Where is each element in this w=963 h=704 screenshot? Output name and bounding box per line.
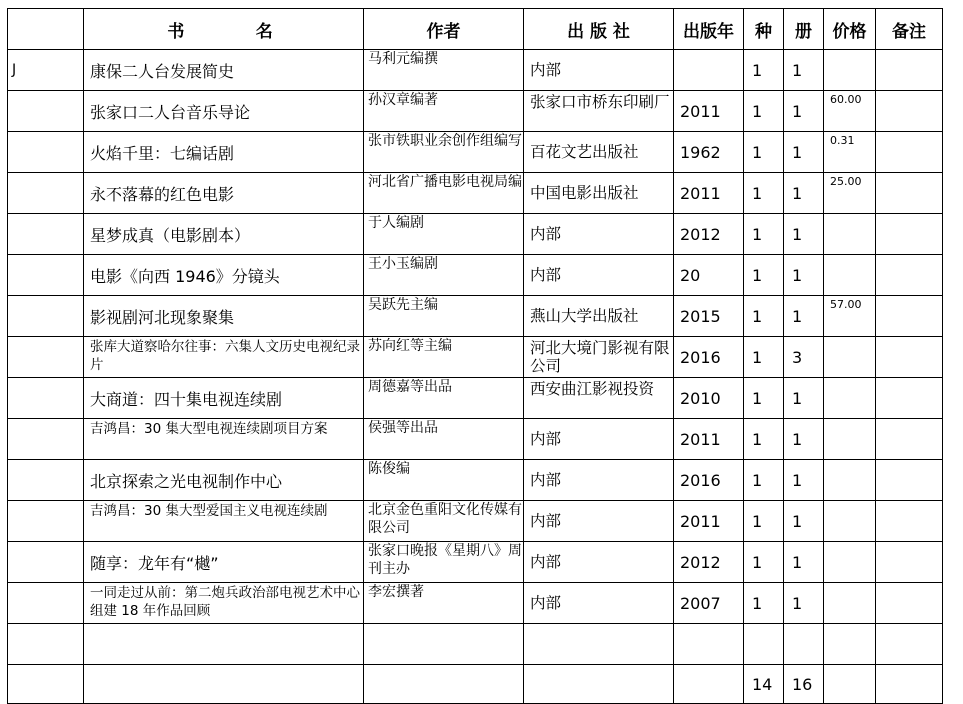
row-class-cell [8,214,84,255]
row-volumes-cell: 1 [784,419,824,460]
row-volumes-cell: 1 [784,583,824,624]
row-price-cell [824,419,876,460]
row-kinds-cell: 1 [744,91,784,132]
table-row [8,296,943,337]
totals-class [8,665,84,704]
row-title-cell: 大商道：四十集电视连续剧 [84,378,364,419]
row-class-cell [8,337,84,378]
totals-author [364,665,524,704]
row-author-cell: 陈俊编 [364,460,524,501]
row-class-cell [8,501,84,542]
row-author-cell: 李宏撰著 [364,583,524,624]
row-volumes-cell [784,624,824,665]
row-price-cell [824,501,876,542]
header-publisher: 出 版 社 [524,9,674,50]
row-author-cell: 王小玉编剧 [364,255,524,296]
row-price-cell: 57.00 [824,296,876,337]
row-notes-cell [876,501,943,542]
totals-notes [876,665,943,704]
row-volumes-cell: 1 [784,173,824,214]
row-publisher-cell: 内部 [524,583,674,624]
row-notes-cell [876,50,943,91]
row-publisher-cell: 中国电影出版社 [524,173,674,214]
row-price-cell [824,214,876,255]
row-author-cell: 北京金色重阳文化传媒有限公司 [364,501,524,542]
row-publisher-cell: 内部 [524,460,674,501]
header-volumes: 册 [784,9,824,50]
row-author-cell: 马利元编撰 [364,50,524,91]
totals-publisher [524,665,674,704]
row-title-cell: 北京探索之光电视制作中心 [84,460,364,501]
row-year-cell: 2011 [674,173,744,214]
row-price-cell [824,542,876,583]
header-notes: 备注 [876,9,943,50]
row-volumes-cell: 1 [784,50,824,91]
row-volumes-cell: 1 [784,460,824,501]
table-row [8,337,943,378]
row-year-cell: 2011 [674,501,744,542]
row-notes-cell [876,583,943,624]
row-title-cell: 永不落幕的红色电影 [84,173,364,214]
row-kinds-cell: 1 [744,419,784,460]
row-notes-cell [876,419,943,460]
row-class-cell [8,296,84,337]
row-author-cell: 河北省广播电影电视局编 [364,173,524,214]
table-row [8,583,943,624]
row-author-cell: 孙汉章编著 [364,91,524,132]
row-notes-cell [876,91,943,132]
row-class-cell: J [8,50,84,91]
row-kinds-cell: 1 [744,460,784,501]
row-year-cell: 2007 [674,583,744,624]
row-year-cell [674,624,744,665]
row-publisher-cell: 燕山大学出版社 [524,296,674,337]
table-row [8,501,943,542]
row-year-cell: 2012 [674,214,744,255]
table-row [8,173,943,214]
row-volumes-cell: 1 [784,378,824,419]
row-price-cell: 0.31 [824,132,876,173]
row-price-cell [824,337,876,378]
table-row [8,214,943,255]
header-row [8,9,943,50]
row-price-cell [824,50,876,91]
totals-title [84,665,364,704]
row-year-cell: 20 [674,255,744,296]
row-title-cell: 张家口二人台音乐导论 [84,91,364,132]
row-class-cell [8,132,84,173]
row-year-cell: 2016 [674,460,744,501]
row-volumes-cell: 1 [784,255,824,296]
row-volumes-cell: 1 [784,132,824,173]
row-title-cell: 康保二人台发展简史 [84,50,364,91]
row-year-cell: 2015 [674,296,744,337]
row-class-cell [8,583,84,624]
row-year-cell: 2011 [674,91,744,132]
row-kinds-cell: 1 [744,255,784,296]
row-class-cell [8,91,84,132]
row-kinds-cell: 1 [744,173,784,214]
table-row [8,378,943,419]
row-price-cell [824,255,876,296]
row-class-cell [8,624,84,665]
row-year-cell: 2016 [674,337,744,378]
header-price: 价格 [824,9,876,50]
row-publisher-cell: 内部 [524,50,674,91]
totals-year [674,665,744,704]
row-publisher-cell: 河北大境门影视有限公司 [524,337,674,378]
row-publisher-cell: 西安曲江影视投资 [524,378,674,419]
row-class-cell [8,378,84,419]
row-volumes-cell: 1 [784,214,824,255]
row-notes-cell [876,173,943,214]
row-publisher-cell: 内部 [524,542,674,583]
row-title-cell: 吉鸿昌：30 集大型爱国主义电视连续剧 [84,501,364,542]
row-volumes-cell: 3 [784,337,824,378]
row-author-cell: 于人编剧 [364,214,524,255]
row-author-cell [364,624,524,665]
totals-kinds: 14 [744,665,784,704]
row-author-cell: 张家口晚报《星期八》周刊主办 [364,542,524,583]
row-kinds-cell: 1 [744,542,784,583]
row-publisher-cell [524,624,674,665]
totals-volumes: 16 [784,665,824,704]
totals-price [824,665,876,704]
row-kinds-cell: 1 [744,583,784,624]
row-class-cell [8,460,84,501]
header-kinds: 种 [744,9,784,50]
row-title-cell [84,624,364,665]
row-notes-cell [876,296,943,337]
row-title-cell: 火焰千里：七编话剧 [84,132,364,173]
row-price-cell [824,624,876,665]
row-volumes-cell: 1 [784,542,824,583]
row-notes-cell [876,337,943,378]
book-catalog-table [7,8,943,704]
row-title-cell: 电影《向西 1946》分镜头 [84,255,364,296]
row-price-cell: 60.00 [824,91,876,132]
row-kinds-cell: 1 [744,214,784,255]
row-title-cell: 星梦成真（电影剧本） [84,214,364,255]
row-kinds-cell: 1 [744,378,784,419]
header-class [8,9,84,50]
row-price-cell [824,378,876,419]
header-title: 书 名 [84,9,364,50]
row-kinds-cell: 1 [744,50,784,91]
table-row [8,624,943,665]
table-row [8,132,943,173]
row-notes-cell [876,460,943,501]
table-row [8,91,943,132]
totals-row [8,665,943,704]
row-year-cell: 2010 [674,378,744,419]
row-price-cell [824,460,876,501]
row-title-cell: 随享：龙年有“樾” [84,542,364,583]
row-year-cell: 2011 [674,419,744,460]
row-volumes-cell: 1 [784,91,824,132]
row-publisher-cell: 张家口市桥东印刷厂 [524,91,674,132]
row-author-cell: 吴跃先主编 [364,296,524,337]
row-author-cell: 侯强等出品 [364,419,524,460]
row-publisher-cell: 内部 [524,255,674,296]
table-row [8,255,943,296]
row-year-cell: 1962 [674,132,744,173]
row-publisher-cell: 内部 [524,501,674,542]
header-author: 作者 [364,9,524,50]
row-title-cell: 吉鸿昌：30 集大型电视连续剧项目方案 [84,419,364,460]
row-author-cell: 周德嘉等出品 [364,378,524,419]
row-class-cell [8,542,84,583]
row-price-cell [824,583,876,624]
row-class-cell [8,255,84,296]
row-price-cell: 25.00 [824,173,876,214]
row-author-cell: 苏向红等主编 [364,337,524,378]
row-publisher-cell: 内部 [524,419,674,460]
row-title-cell: 影视剧河北现象聚集 [84,296,364,337]
row-class-cell [8,173,84,214]
row-author-cell: 张市铁职业余创作组编写 [364,132,524,173]
row-volumes-cell: 1 [784,296,824,337]
row-publisher-cell: 内部 [524,214,674,255]
row-class-cell [8,419,84,460]
row-year-cell [674,50,744,91]
table-row [8,50,943,91]
row-notes-cell [876,255,943,296]
row-title-cell: 一同走过从前：第二炮兵政治部电视艺术中心组建 18 年作品回顾 [84,583,364,624]
row-kinds-cell: 1 [744,501,784,542]
header-year: 出版年 [674,9,744,50]
row-notes-cell [876,132,943,173]
row-notes-cell [876,624,943,665]
row-title-cell: 张库大道察哈尔往事：六集人文历史电视纪录片 [84,337,364,378]
catalog-sheet [7,8,943,704]
row-publisher-cell: 百花文艺出版社 [524,132,674,173]
row-kinds-cell [744,624,784,665]
row-kinds-cell: 1 [744,296,784,337]
row-kinds-cell: 1 [744,132,784,173]
table-row [8,542,943,583]
row-volumes-cell: 1 [784,501,824,542]
row-notes-cell [876,542,943,583]
row-notes-cell [876,378,943,419]
table-row [8,419,943,460]
row-notes-cell [876,214,943,255]
table-row [8,460,943,501]
row-kinds-cell: 1 [744,337,784,378]
row-year-cell: 2012 [674,542,744,583]
